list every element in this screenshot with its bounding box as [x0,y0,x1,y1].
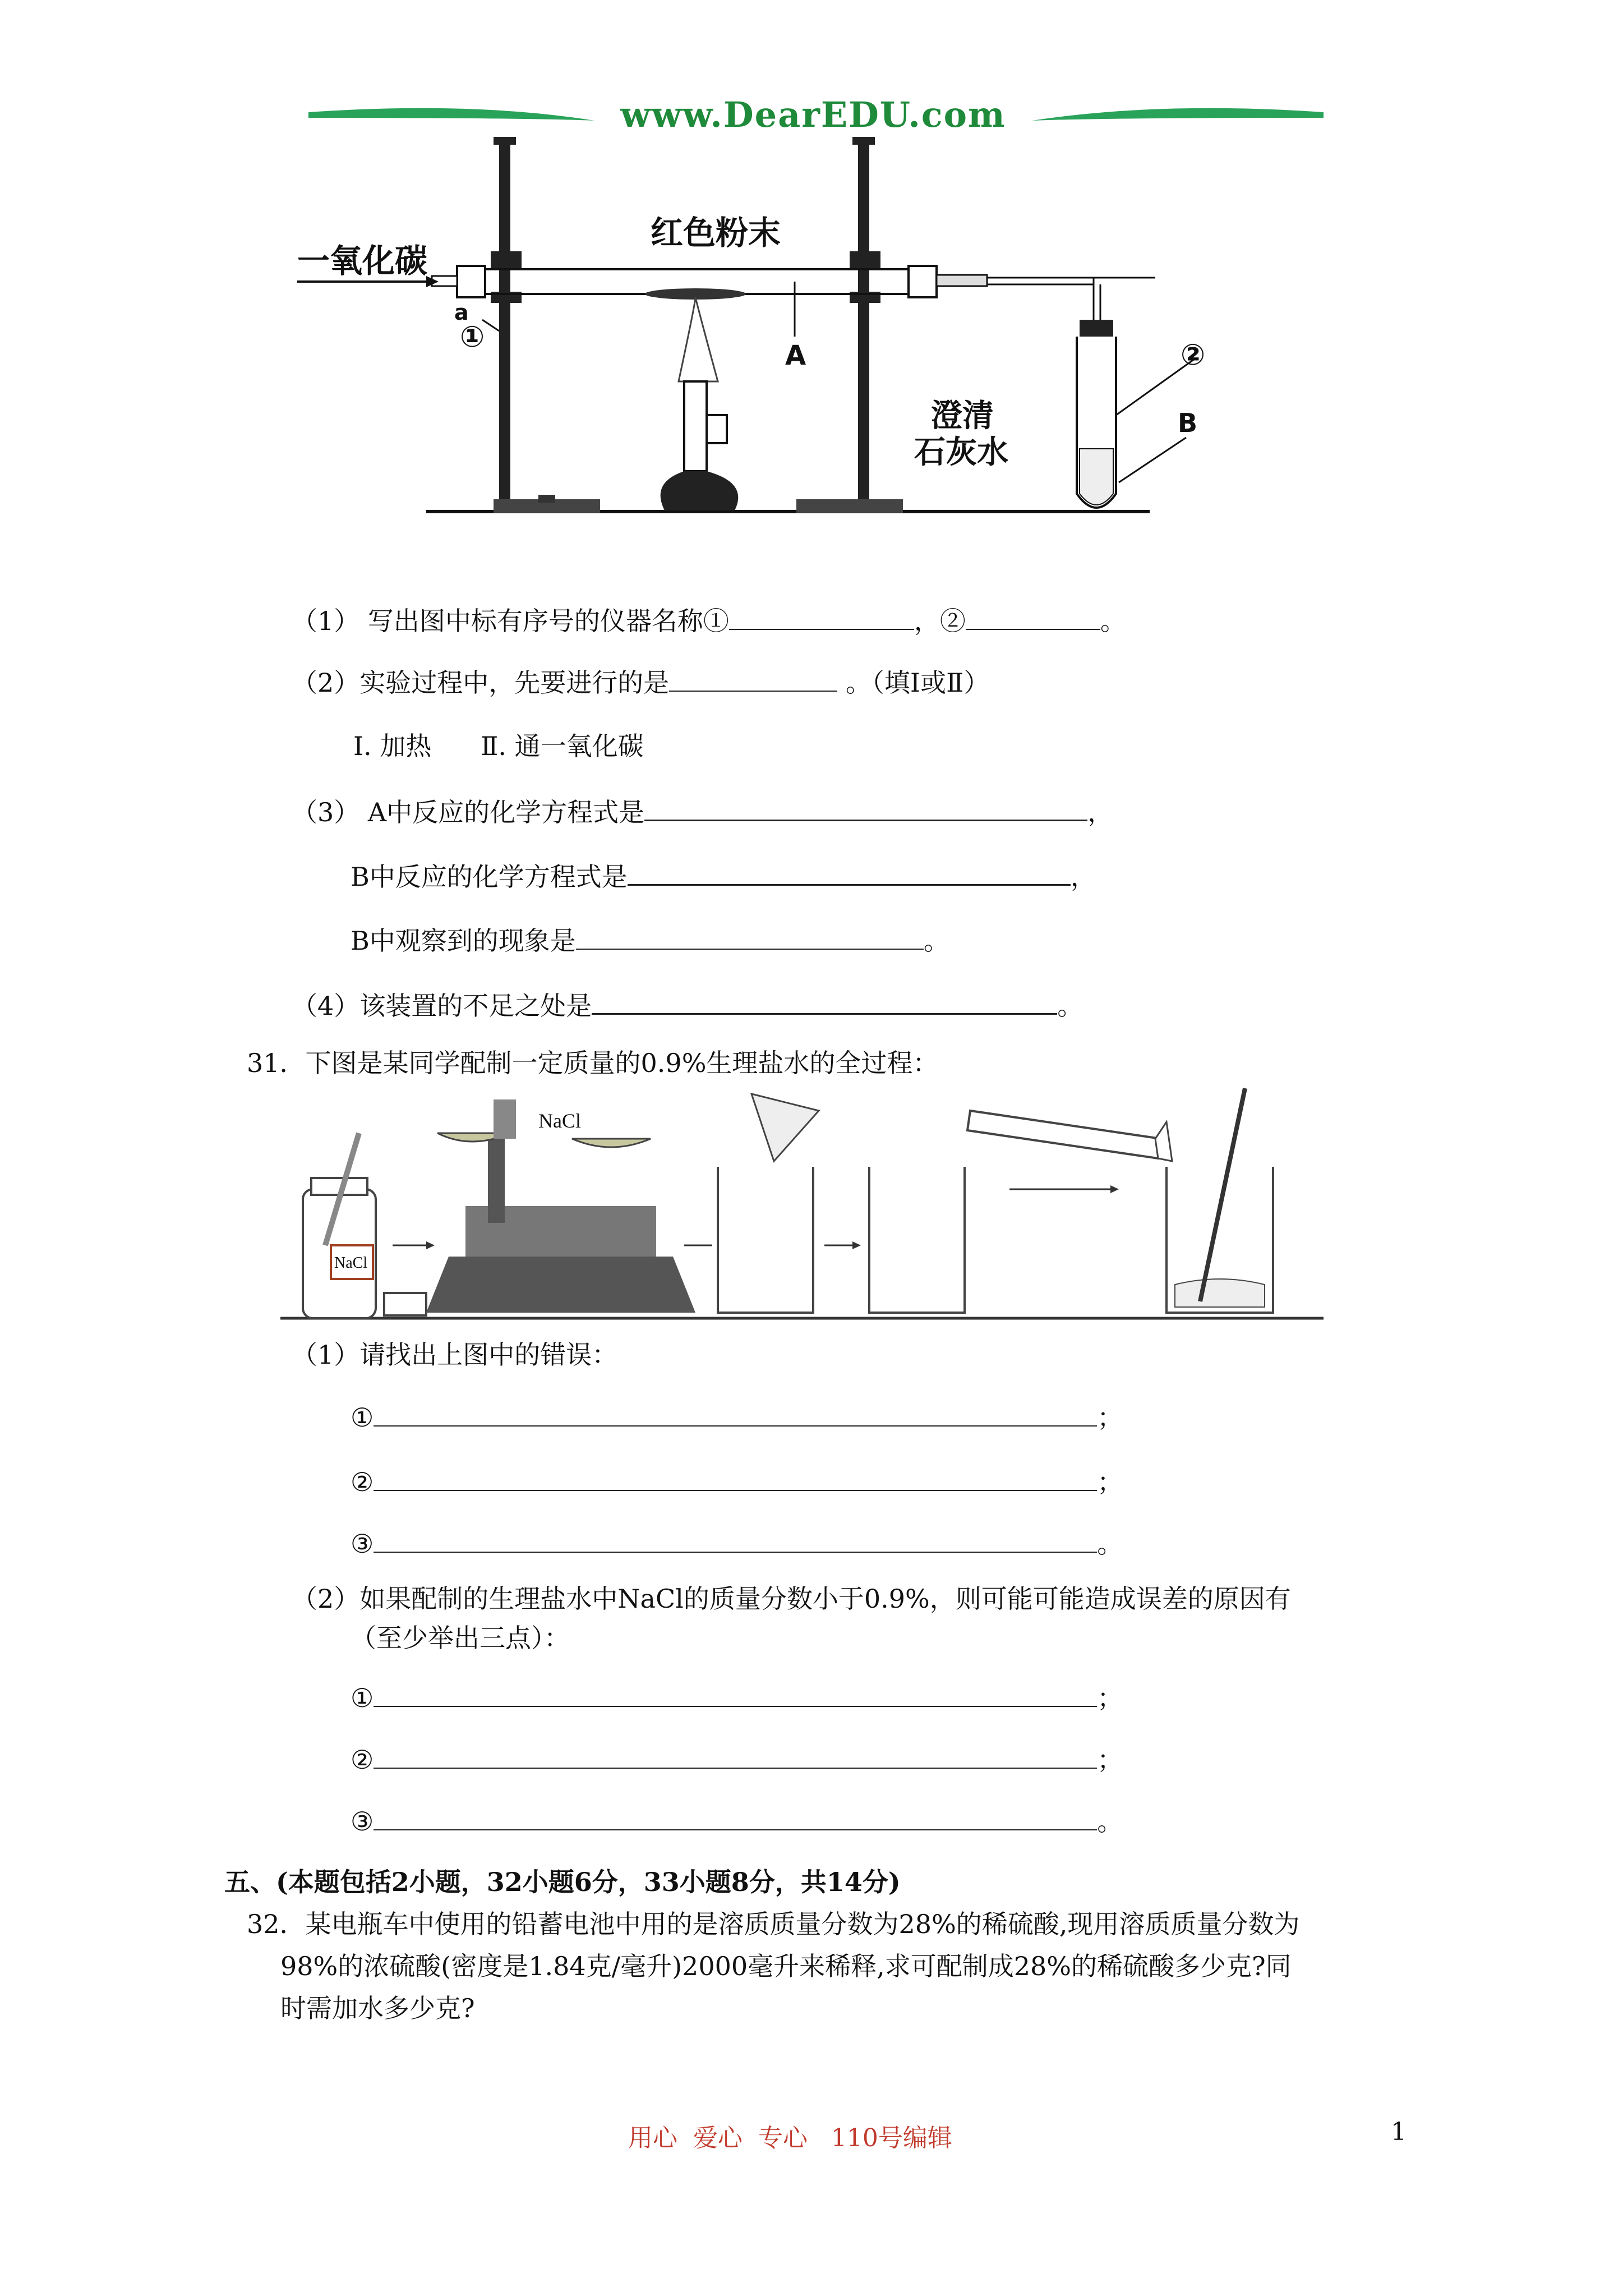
clamp-left [491,251,522,270]
limewater-label-1: 澄清 [931,398,994,434]
logo-text: www.DearEDU.com [620,94,1006,135]
nacl-reagent-jar [303,1133,376,1318]
nacl-jar-label: NaCl [334,1254,368,1272]
iron-stand-right [796,137,903,513]
q32-line2: 98%的浓硫酸(密度是1.84克/毫升)2000毫升来稀释,求可配制成28%的稀硫酸多少克?同 [280,1951,1292,1981]
q30-options: Ⅰ. 加热 Ⅱ. 通一氧化碳 [353,731,644,761]
q32-line1: 32．某电瓶车中使用的铅蓄电池中用的是溶质质量分数为28%的稀硫酸,现用溶质质量分数为 [247,1909,1300,1939]
label-circled-2: ② [1181,338,1206,372]
limewater-label-2: 石灰水 [914,434,1008,471]
q30-blank-7[interactable] [592,987,1057,1015]
alcohol-lamp [661,381,739,510]
q31-part2-line2: （至少举出三点）： [351,1623,570,1653]
q30-blank-5[interactable] [628,858,1071,886]
label-circled-1: ① [460,320,485,354]
q31-reason-1: ① ； [351,1680,1123,1715]
q30-part3c: B中观察到的现象是 。 [351,923,949,958]
q30-blank-6[interactable] [576,923,924,950]
q30-part2: （2）实验过程中，先要进行的是 。（填Ⅰ或Ⅱ） [292,665,989,700]
nacl-balance-label: NaCl [538,1110,581,1132]
q30-blank-4[interactable] [644,794,1087,821]
measuring-cylinder [967,1111,1172,1161]
co-label: 一氧化碳 [297,242,428,280]
q30-part4: （4）该装置的不足之处是 。 [292,987,1083,1023]
q31-error-1: ① ； [351,1400,1123,1434]
q31-reason-2: ② ； [351,1742,1123,1777]
beaker-1 [718,1094,819,1313]
section5-title: 五、(本题包括2小题，32小题6分，33小题8分，共14分) [224,1867,901,1897]
co-reduction-apparatus-figure [292,135,1206,527]
iron-stand-left [494,137,600,513]
beaker-3-stirring [1166,1088,1273,1313]
q30-part3b: B中反应的化学方程式是 ， [351,858,1096,894]
port-a-label: a [454,300,469,325]
balance-scale [426,1099,695,1313]
test-tube-b [1077,320,1116,508]
red-powder-label: 红色粉末 [651,214,781,252]
q31-error-blank-1[interactable] [374,1400,1097,1427]
beaker-2 [869,1167,965,1313]
label-A: A [785,340,806,371]
q30-blank-2[interactable] [966,603,1100,630]
footer-text: 用心 爱心 专心 110号编辑 [628,2124,952,2152]
q31-reason-blank-1[interactable] [374,1680,1097,1707]
q31-error-2: ② ； [351,1464,1123,1499]
q31-error-3: ③ 。 [351,1526,1123,1561]
q32-line3: 时需加水多少克? [280,1993,475,2023]
q30-part3: （3） A中反应的化学方程式是 ， [292,794,1113,829]
q30-blank-3[interactable] [669,665,837,692]
q31-stem: 31．下图是某同学配制一定质量的0.9%生理盐水的全过程： [247,1048,939,1078]
q31-reason-3: ③ 。 [351,1803,1123,1838]
q31-reason-blank-2[interactable] [374,1742,1097,1769]
q31-error-blank-3[interactable] [374,1526,1097,1553]
q31-part2-line1: （2）如果配制的生理盐水中NaCl的质量分数小于0.9%，则可能可能造成误差的原因有 [292,1584,1291,1614]
q31-error-blank-2[interactable] [374,1464,1097,1491]
label-B: B [1178,408,1198,438]
saline-preparation-figure [280,1077,1324,1329]
page-number: 1 [1391,2118,1407,2146]
q30-blank-1[interactable] [729,603,914,630]
clamp-right [850,251,880,270]
q31-part1: （1）请找出上图中的错误： [292,1340,618,1370]
q30-part1: （1） 写出图中标有序号的仪器名称① ，② 。 [292,603,1126,638]
q31-reason-blank-3[interactable] [374,1803,1097,1830]
